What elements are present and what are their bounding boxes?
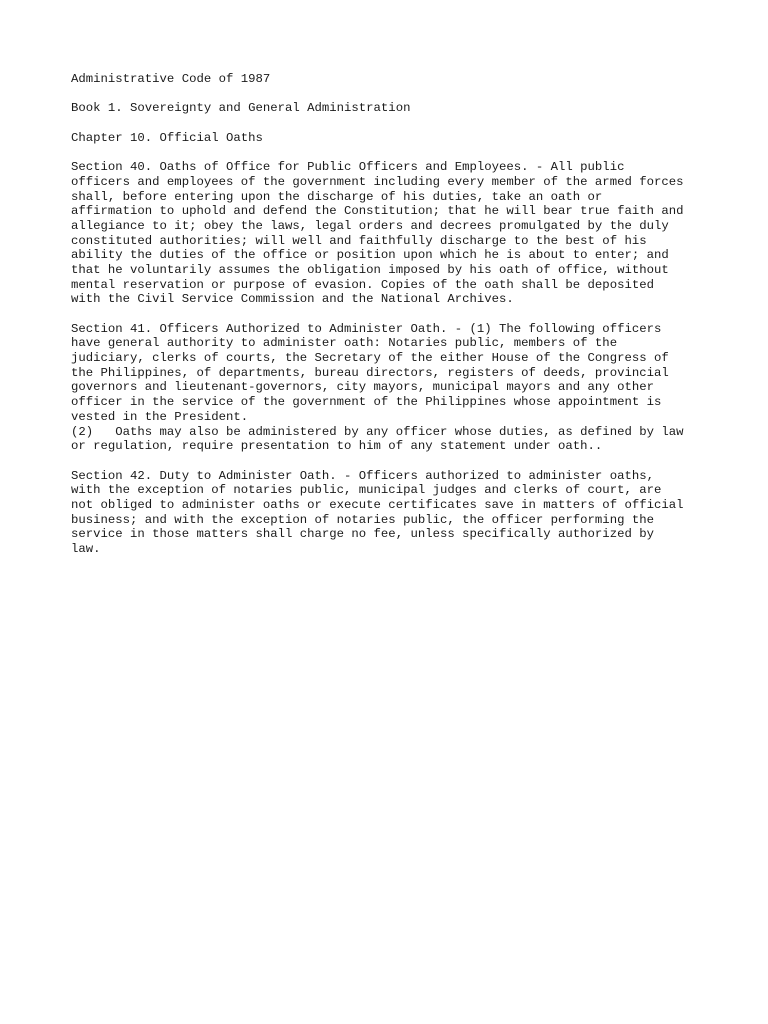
book-heading: Book 1. Sovereignty and General Administration	[71, 101, 411, 116]
section-42-line: law.	[71, 542, 101, 556]
section-42-line: not obliged to administer oaths or execute certificates save in matters of official	[71, 497, 684, 512]
section-41-line: vested in the President.	[71, 409, 249, 424]
section-41-line: officer in the service of the government of the Philippines whose appointment is	[71, 395, 662, 410]
section-42	[71, 469, 711, 557]
section-40-line: ability the duties of the office or position upon which he is about to enter; and	[71, 248, 669, 263]
section-41	[71, 322, 711, 454]
section-42-line: service in those matters shall charge no fee, unless specifically authorized by	[71, 527, 654, 542]
section-41-line: judiciary, clerks of courts, the Secretary of the either House of the Congress of	[71, 351, 669, 366]
section-41-line: the Philippines, of departments, bureau directors, registers of deeds, provincial	[71, 365, 669, 380]
code-title: Administrative Code of 1987	[71, 72, 271, 86]
section-41-line: governors and lieutenant-governors, city mayors, municipal mayors and any other	[71, 380, 654, 395]
section-40-line: affirmation to uphold and defend the Constitution; that he will bear true faith and	[71, 204, 684, 219]
section-40	[71, 160, 711, 307]
chapter-heading-block	[71, 131, 711, 146]
section-40-line: mental reservation or purpose of evasion. Copies of the oath shall be deposited	[71, 277, 654, 292]
chapter-heading: Chapter 10. Official Oaths	[71, 130, 263, 145]
section-40-line: constituted authorities; will well and faithfully discharge to the best of his	[71, 233, 647, 248]
section-42-line: Section 42. Duty to Administer Oath. - Officers authorized to administer oaths,	[71, 468, 654, 483]
section-40-line: allegiance to it; obey the laws, legal orders and decrees promulgated by the duly	[71, 218, 669, 233]
section-41-line: Section 41. Officers Authorized to Administer Oath. - (1) The following officers	[71, 321, 662, 336]
section-42-line: with the exception of notaries public, municipal judges and clerks of court, are	[71, 483, 662, 498]
section-41-line: have general authority to administer oath: Notaries public, members of the	[71, 336, 618, 351]
section-40-line: Section 40. Oaths of Office for Public Officers and Employees. - All public	[71, 160, 625, 175]
document-page	[71, 72, 711, 571]
section-40-line: shall, before entering upon the discharge of his duties, take an oath or	[71, 189, 603, 204]
section-40-line: with the Civil Service Commission and the National Archives.	[71, 292, 514, 307]
book-heading-block	[71, 101, 711, 116]
section-40-line: officers and employees of the government including every member of the armed forces	[71, 174, 684, 189]
section-40-line: that he voluntarily assumes the obligation imposed by his oath of office, without	[71, 262, 669, 277]
section-42-line: business; and with the exception of notaries public, the officer performing the	[71, 512, 654, 527]
section-41-paragraph-2: (2) Oaths may also be administered by any officer whose duties, as defined by law	[71, 424, 684, 439]
document-title	[71, 72, 711, 87]
section-41-line: or regulation, require presentation to him of any statement under oath..	[71, 439, 603, 454]
